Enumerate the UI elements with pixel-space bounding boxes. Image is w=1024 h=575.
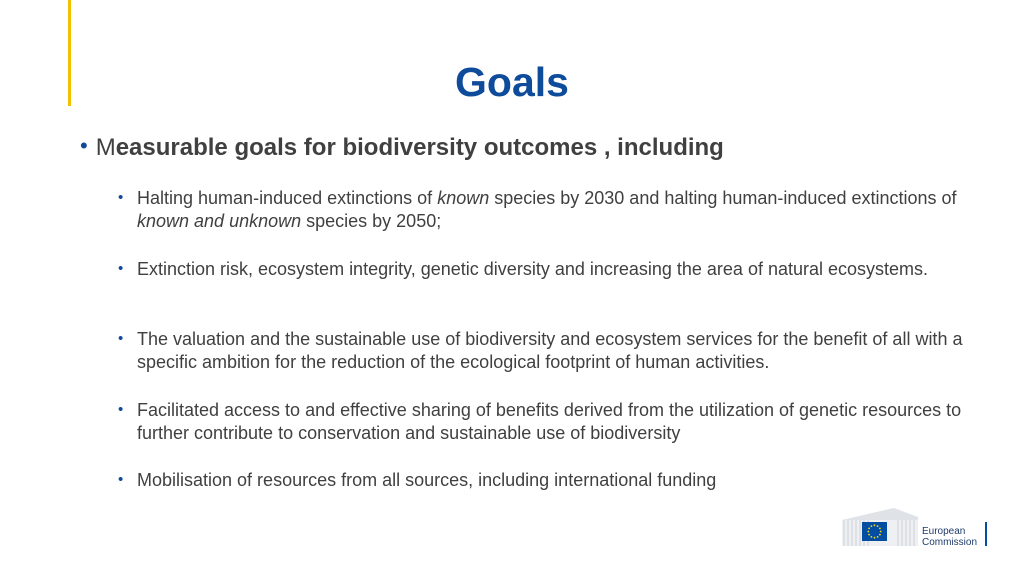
sub-bullet-text: The valuation and the sustainable use of biodiversity and ecosystem services for the benefit of all with a specific ambition for the reduction of the ecological footprint of human activities. bbox=[137, 329, 963, 372]
bullet-icon: • bbox=[118, 401, 124, 418]
sub-bullet-item bbox=[118, 187, 978, 233]
bullet-icon: • bbox=[118, 189, 124, 206]
text-segment: species by 2050; bbox=[301, 211, 442, 231]
bullet-icon: • bbox=[118, 330, 124, 347]
main-point-first-letter: M bbox=[95, 134, 116, 161]
logo-text-line2: Commission bbox=[922, 537, 978, 548]
sub-bullet-text: Facilitated access to and effective sharing of benefits derived from the utilization of genetic resources to further contribute to conservation and sustainable use of biodiversity bbox=[137, 400, 962, 443]
sub-bullet-item bbox=[118, 469, 978, 492]
bullet-icon: • bbox=[118, 471, 124, 488]
sub-bullet-text bbox=[137, 187, 978, 233]
sub-bullet-text: Extinction risk, ecosystem integrity, genetic diversity and increasing the area of natural ecosystems. bbox=[137, 259, 929, 279]
main-point-text: easurable goals for biodiversity outcomes , including bbox=[115, 134, 724, 161]
sub-bullet-item bbox=[118, 399, 978, 445]
bullet-icon: • bbox=[118, 260, 124, 277]
sub-bullet-item bbox=[118, 328, 978, 374]
text-segment: species by 2030 and halting human-induced extinctions of bbox=[489, 188, 957, 208]
sub-bullet-item bbox=[118, 258, 978, 281]
italic-segment: known bbox=[437, 188, 490, 208]
italic-segment: known and unknown bbox=[137, 211, 302, 231]
eu-flag-icon bbox=[862, 522, 887, 541]
slide-title: Goals bbox=[455, 59, 569, 105]
bullet-icon: • bbox=[80, 133, 88, 158]
logo-divider bbox=[985, 522, 987, 546]
logo-text-line1: European bbox=[922, 526, 966, 537]
european-commission-logo bbox=[842, 506, 992, 550]
text-segment: Halting human-induced extinctions of bbox=[137, 188, 438, 208]
sub-bullet-text: Mobilisation of resources from all sources, including international funding bbox=[137, 470, 717, 490]
main-bullet-point bbox=[80, 132, 724, 164]
